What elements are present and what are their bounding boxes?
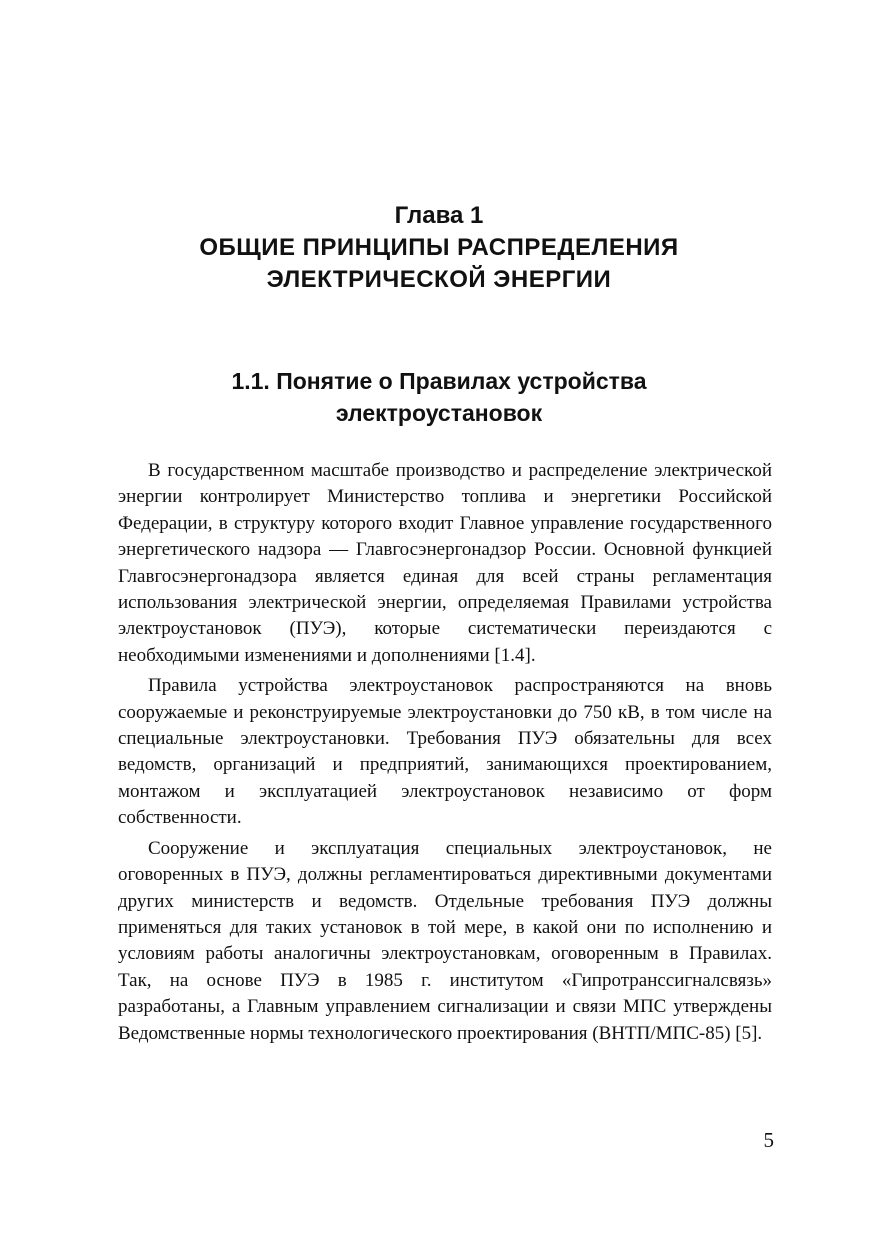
- chapter-title-line-1: ОБЩИЕ ПРИНЦИПЫ РАСПРЕДЕЛЕНИЯ: [199, 234, 679, 261]
- section-title-line-1: 1.1. Понятие о Правилах устройства: [231, 368, 647, 394]
- body-text: [118, 458, 772, 1051]
- page-number: 5: [763, 1128, 774, 1152]
- section-heading: [0, 365, 878, 429]
- paragraph-1: В государственном масштабе производство и распределение электрической энергии контролирует Министерство топлива и энергетики Российской Федерации, в структуру которого входит Главное управление государственного энергетического надзора — Главгосэнергонадзор России. Основной функцией Главгосэнергонадзора является единая для всей страны регламентация использования электрической энергии, определяемая Правилами устройства электроустановок (ПУЭ), которые систематически переиздаются с необходимыми изменениями и дополнениями [1.4].: [118, 460, 772, 666]
- section-title-line-2: электроустановок: [335, 400, 543, 426]
- chapter-heading: [0, 200, 878, 296]
- paragraph-2: Правила устройства электроустановок распространяются на вновь сооружаемые и реконструируемые электроустановки до 750 кВ, в том числе на специальные электроустановки. Требования ПУЭ обязательны для всех ведомств, организаций и предприятий, занимающихся проектированием, монтажом и эксплуатацией электроустановок независимо от форм собственности.: [118, 675, 772, 829]
- paragraph-3: Сооружение и эксплуатация специальных электроустановок, не оговоренных в ПУЭ, должны регламентироваться директивными документами других министерств и ведомств. Отдельные требования ПУЭ должны применяться для таких установок в той мере, в какой они по исполнению и условиям работы аналогичны электроустановкам, оговоренным в Правилах. Так, на основе ПУЭ в 1985 г. институтом «Гипротранссигналсвязь» разработаны, а Главным управлением сигнализации и связи МПС утверждены Ведомственные нормы технологического проектирования (ВНТП/МПС-85) [5].: [118, 837, 772, 1044]
- chapter-label: Глава 1: [394, 202, 484, 229]
- chapter-title-line-2: ЭЛЕКТРИЧЕСКОЙ ЭНЕРГИИ: [266, 266, 612, 293]
